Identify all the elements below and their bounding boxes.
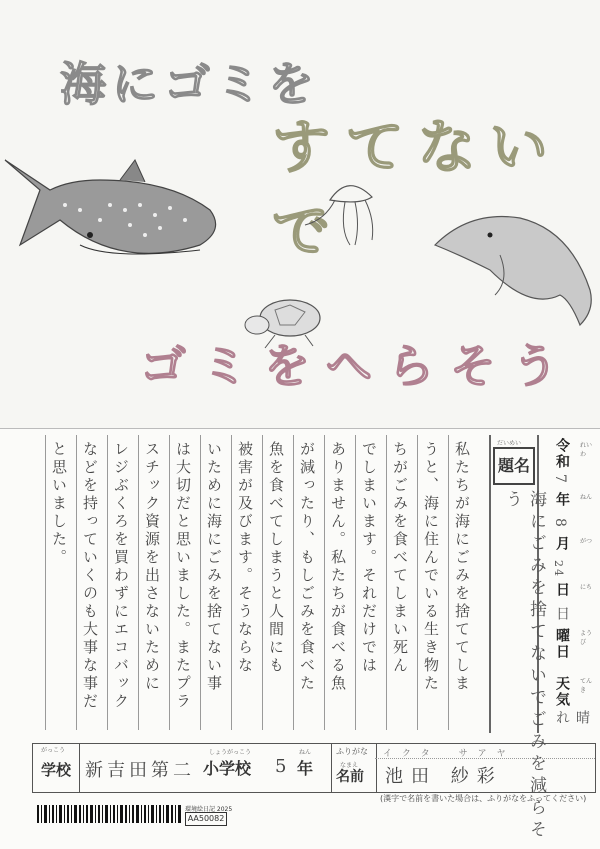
barcode-icon	[37, 805, 181, 823]
grade-value: 5	[275, 756, 287, 777]
school-suffix: 小学校	[203, 759, 252, 778]
school-name-row	[32, 743, 596, 793]
essay-line: スチック資源を出さないために	[143, 441, 161, 693]
essay-line: と思いました。	[50, 441, 68, 567]
student-name: 池田 紗彩	[385, 766, 503, 787]
school-ruby: がっこう	[41, 747, 66, 754]
essay-column	[262, 435, 289, 730]
poster-line2: すてないで	[272, 113, 562, 265]
essay-line: は大切だと思いました。またプラ	[174, 441, 192, 711]
turtle-drawing	[235, 290, 335, 350]
name-furigana: イクタ サアヤ	[383, 749, 516, 759]
barcode-label: 環境絵日記 2025	[185, 806, 233, 813]
title-ruby: だいめい	[497, 440, 522, 447]
essay-column	[293, 435, 320, 730]
school-suffix-ruby: しょうがっこう	[209, 749, 252, 756]
essay-line: 私たちが海にごみを捨ててしま	[453, 441, 471, 693]
essay-line: 被害が及びます。そうならな	[236, 441, 254, 675]
essay-column	[324, 435, 351, 730]
day-ruby: にち	[580, 584, 593, 591]
essay-line: が減ったり、もしごみを食べた	[298, 441, 316, 693]
essay-line: でしまいます。それだけでは	[360, 441, 378, 675]
name-label: 名前	[336, 769, 364, 785]
weekday-label: 曜日	[554, 628, 570, 660]
weather-label: 天気	[554, 676, 570, 708]
weather-value: 晴れ	[554, 710, 590, 726]
essay-column	[138, 435, 165, 730]
essay-column	[107, 435, 134, 730]
day-value: 24	[552, 560, 565, 578]
month-ruby: がつ	[580, 538, 593, 545]
barcode-id: AA50082	[185, 812, 227, 826]
era-ruby: れいわ	[580, 442, 593, 458]
poster-line3: ゴミをへらそう	[140, 339, 574, 393]
essay-column	[417, 435, 444, 730]
furigana-note: (漢字で名前を書いた場合は、ふりがなをふってください)	[380, 794, 587, 803]
essay-column	[231, 435, 258, 730]
weather-ruby: てんき	[580, 678, 593, 694]
essay-column	[355, 435, 382, 730]
year-value: 7	[552, 474, 568, 485]
name-ruby: なまえ	[340, 762, 359, 769]
essay-line: 魚を食べてしまうと人間にも	[267, 441, 285, 675]
essay-column	[45, 435, 72, 730]
grade-ruby: ねん	[299, 749, 312, 756]
school-label: 学校	[33, 744, 80, 792]
day-label: 日	[554, 582, 570, 598]
title-text: 海にごみを捨てないでごみを減らそう	[502, 490, 546, 842]
essay-line: ありません。私たちが食べる魚	[329, 441, 347, 693]
essay-column	[76, 435, 103, 730]
essay-column	[200, 435, 227, 730]
month-label: 月	[554, 536, 570, 552]
essay-line: などを持っていくのも大事な事だ	[81, 441, 99, 711]
weekday-ruby: ようび	[580, 630, 593, 646]
year-label: 年	[554, 492, 570, 508]
essay-column	[448, 435, 475, 730]
school-name: 新吉田第二	[85, 760, 195, 781]
essay-line: レジぶくろを買わずにエコバック	[112, 441, 130, 711]
essay-line: ちがごみを食べてしまい死ん	[391, 441, 409, 675]
section-divider	[0, 428, 600, 429]
dolphin-drawing	[430, 200, 600, 330]
month-value: 8	[552, 518, 568, 529]
name-label-box	[331, 744, 377, 792]
essay-column	[169, 435, 196, 730]
jellyfish-drawing	[300, 175, 390, 250]
essay-column	[386, 435, 413, 730]
title-label: 題名	[493, 447, 535, 485]
grade-label: 年	[297, 759, 314, 778]
poster-line1: 海にゴミを	[60, 57, 320, 111]
era: 令和	[554, 438, 570, 470]
essay-grid	[36, 435, 596, 735]
essay-line: いために海にごみを捨てない事	[205, 441, 223, 693]
weekday-value: 日	[554, 606, 570, 622]
whale-shark-drawing	[0, 150, 230, 280]
essay-line: うと、海に住んでいる生き物た	[422, 441, 440, 693]
year-ruby: ねん	[580, 494, 593, 501]
furigana-label: ふりがな	[336, 747, 368, 756]
